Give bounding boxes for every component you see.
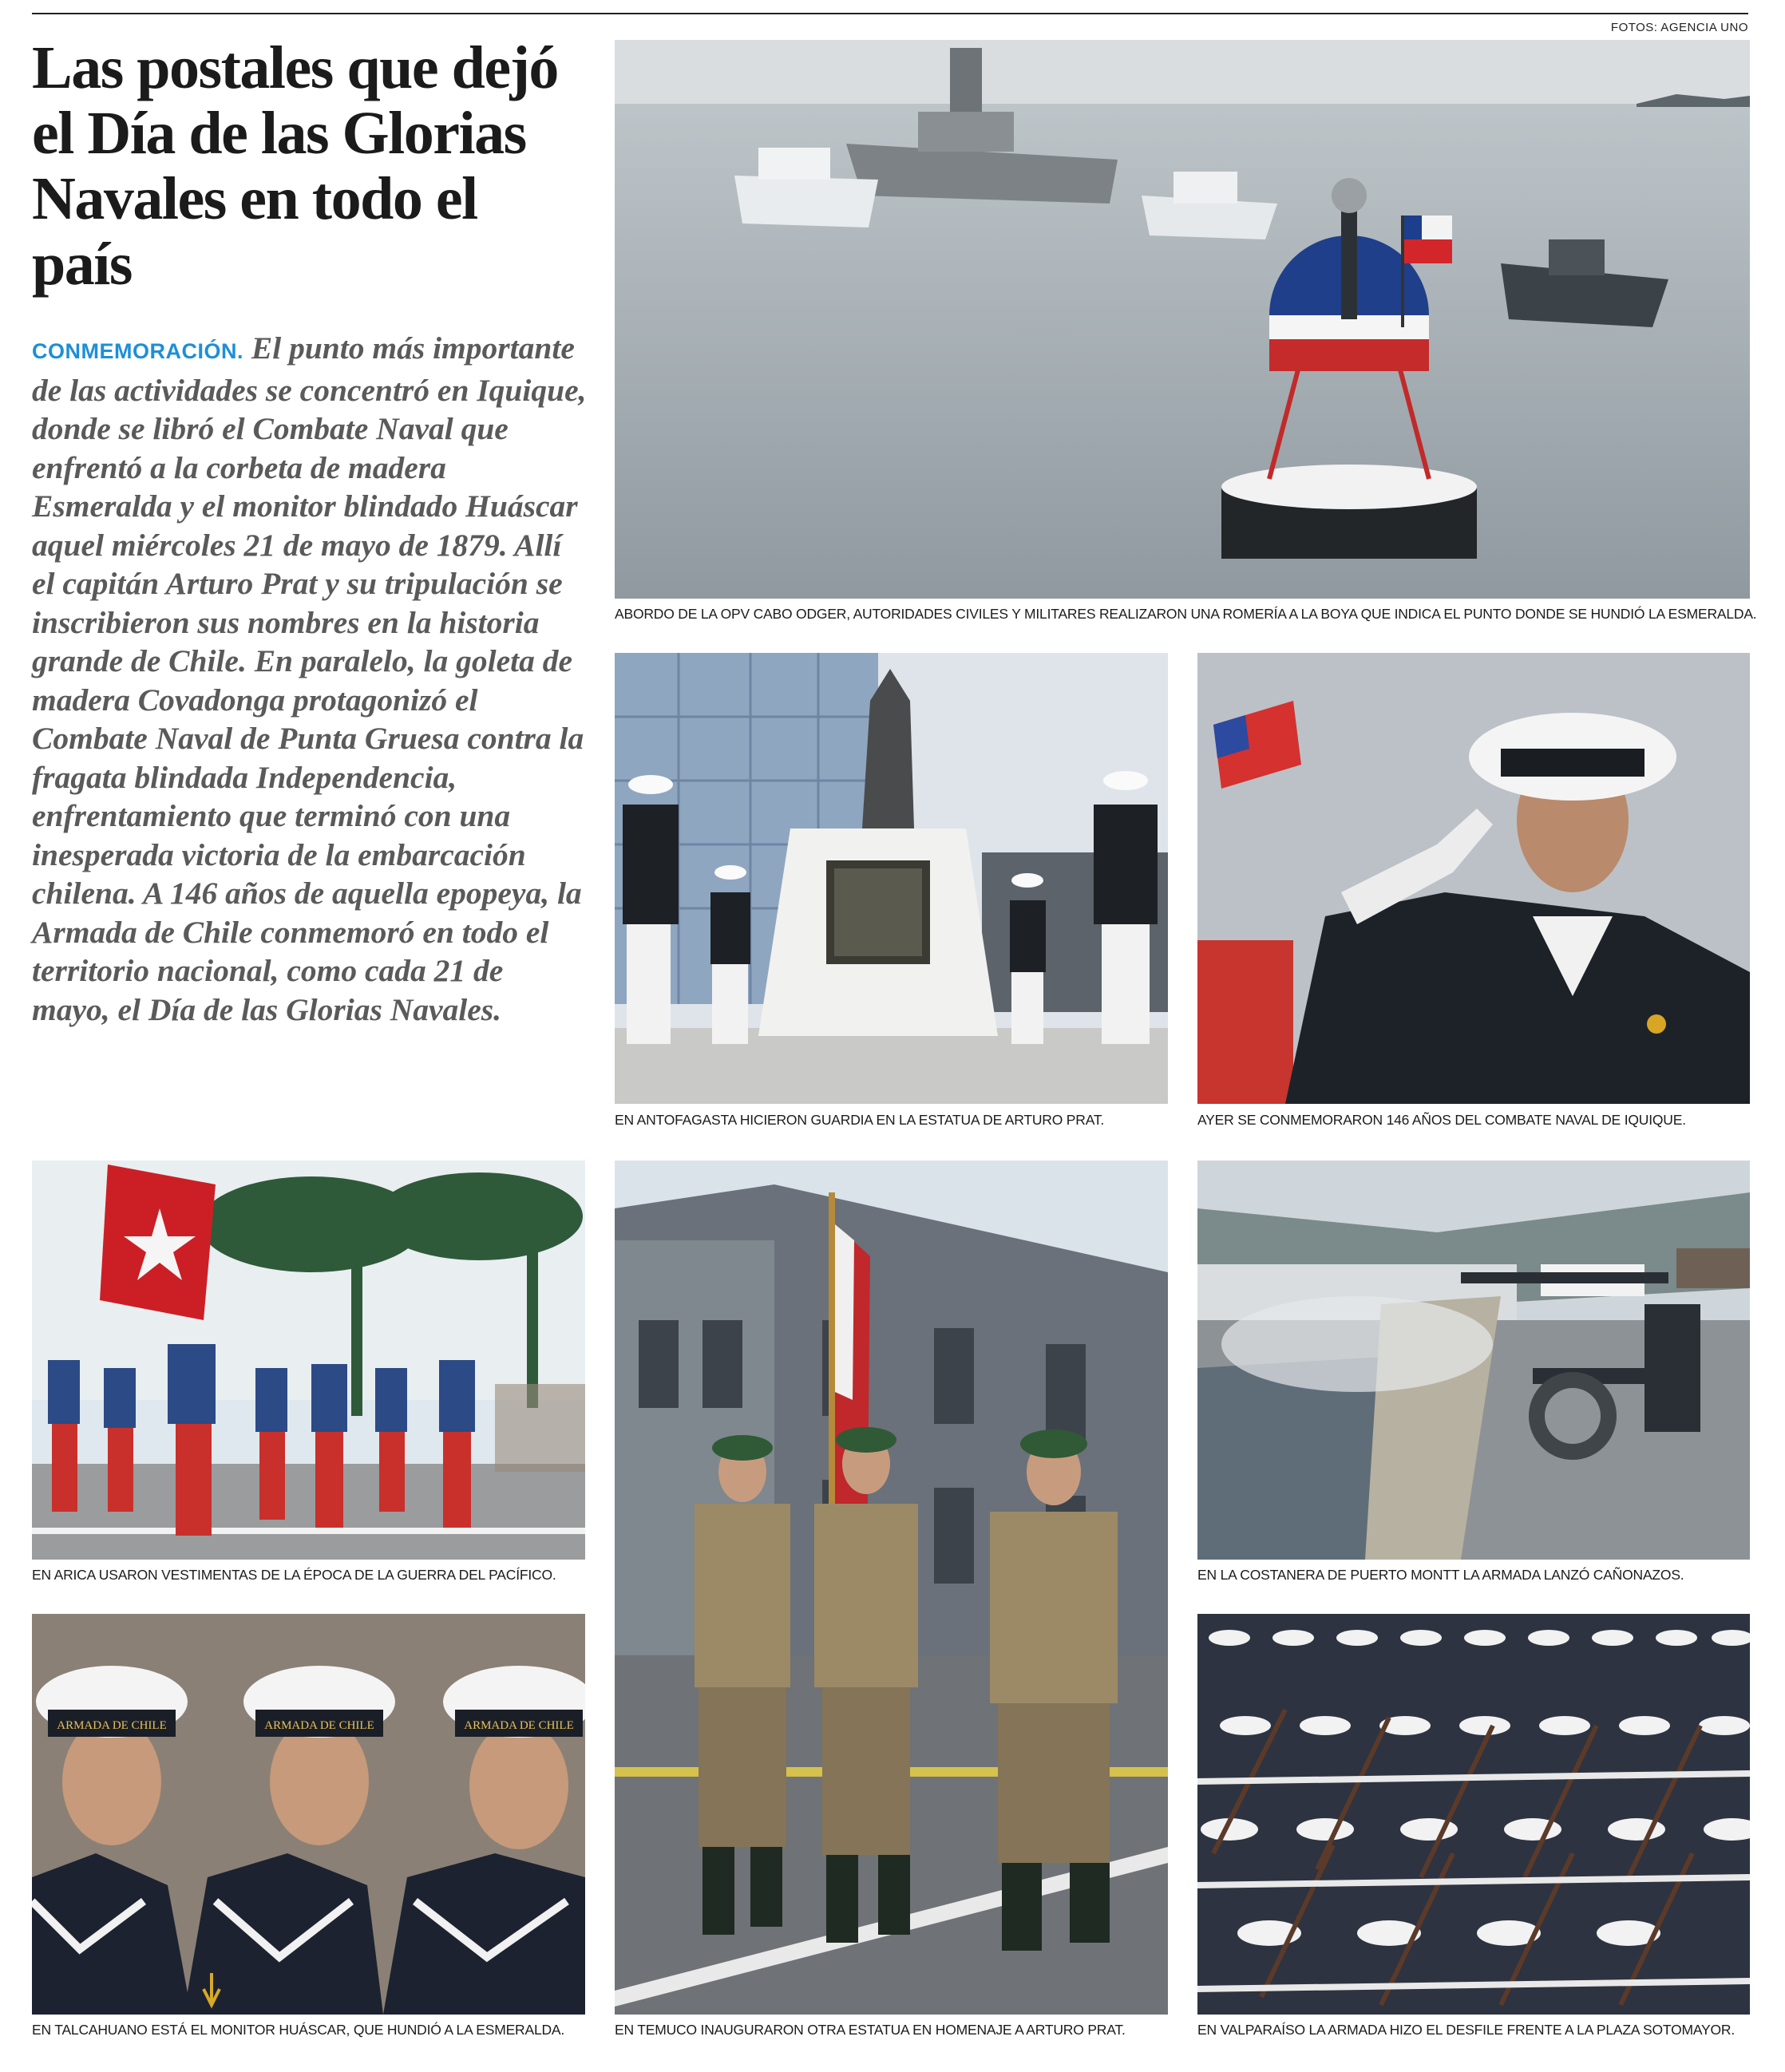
caption-antofagasta: EN ANTOFAGASTA HICIERON GUARDIA EN LA ESTATUA DE ARTURO PRAT. [615, 1112, 1105, 1128]
photo-valparaiso [1197, 1614, 1750, 2015]
caption-arica: EN ARICA USARON VESTIMENTAS DE LA ÉPOCA DE LA GUERRA DEL PACÍFICO. [32, 1567, 556, 1583]
caption-valparaiso: EN VALPARAÍSO LA ARMADA HIZO EL DESFILE FRENTE A LA PLAZA SOTOMAYOR. [1197, 2022, 1736, 2038]
photo-buoy [615, 40, 1750, 599]
photo-credit: FOTOS: AGENCIA UNO [1610, 21, 1748, 34]
caption-puerto-montt: EN LA COSTANERA DE PUERTO MONTT LA ARMADA LANZÓ CAÑONAZOS. [1197, 1567, 1684, 1583]
cap-band-text-3: ARMADA DE CHILE [464, 1719, 574, 1732]
caption-temuco: EN TEMUCO INAUGURARON OTRA ESTATUA EN HOMENAJE A ARTURO PRAT. [615, 2022, 1126, 2038]
caption-salute: AYER SE CONMEMORARON 146 AÑOS DEL COMBATE NAVAL DE IQUIQUE. [1197, 1112, 1686, 1128]
headline: Las postales que dejó el Día de las Glorias Navales en todo el país [32, 34, 558, 298]
photo-puerto-montt [1197, 1161, 1750, 1560]
lead-text: El punto más importante de las actividades se concentró en Iquique, donde se libró el Combate Naval que enfrentó a la corbeta de madera Esmeralda y el monitor blindado Huáscar aquel miércoles 21 de mayo de 1879. Allí el capitán Arturo Prat y su tripulación se inscribieron sus nombres en la historia grande de Chile. En paralelo, la goleta de madera Covadonga protagonizó el Combate Naval de Punta Gruesa contra la fragata blindada Independencia, enfrentamiento que terminó con una inesperada victoria de la embarcación chilena. A 146 años de aquella epopeya, la Armada de Chile conmemoró en todo el territorio nacional, como cada 21 de mayo, el Día de las Glorias Navales. [32, 330, 587, 1027]
photo-arica [32, 1161, 585, 1560]
cap-band-text-1: ARMADA DE CHILE [57, 1719, 167, 1732]
caption-talcahuano: EN TALCAHUANO ESTÁ EL MONITOR HUÁSCAR, QUE HUNDIÓ A LA ESMERALDA. [32, 2022, 565, 2038]
photo-salute [1197, 653, 1750, 1104]
lead-paragraph [32, 329, 587, 1029]
photo-temuco [615, 1161, 1168, 2015]
photo-antofagasta [615, 653, 1168, 1104]
cap-band-text-2: ARMADA DE CHILE [264, 1719, 374, 1732]
photo-talcahuano [32, 1614, 585, 2015]
lead-kicker: CONMEMORACIÓN. [32, 339, 243, 363]
caption-buoy: ABORDO DE LA OPV CABO ODGER, AUTORIDADES CIVILES Y MILITARES REALIZARON UNA ROMERÍA A LA BOYA QUE INDICA EL PUNTO DONDE SE HUNDIÓ LA ESMERALDA. [615, 606, 1757, 622]
top-rule [32, 13, 1748, 14]
